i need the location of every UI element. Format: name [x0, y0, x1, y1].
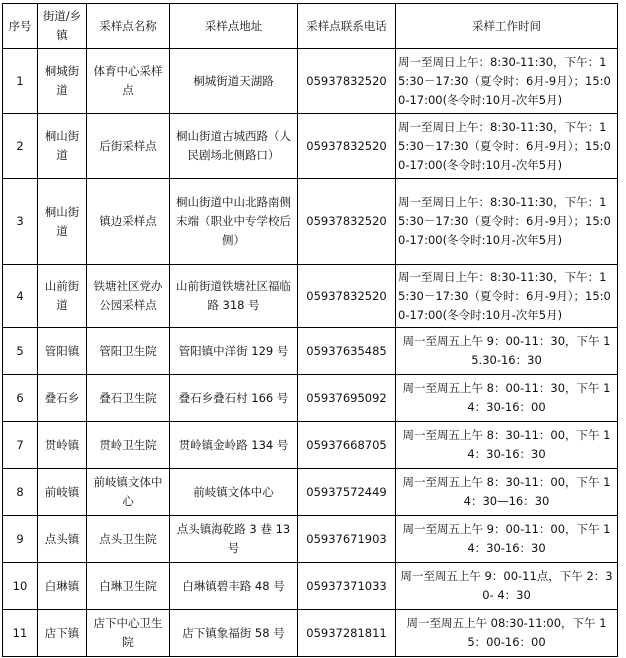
cell-hours: 周一至周五上午 9：00-11点，下午 2：30- 4：30	[396, 563, 618, 610]
table-row	[3, 422, 618, 469]
cell-hours: 周一至周五上午 8：00-11：30，下午 14：30-16：00	[396, 375, 618, 422]
cell-address: 白琳镇碧丰路 48 号	[170, 563, 298, 610]
cell-phone: 05937572449	[298, 469, 396, 516]
cell-name: 贯岭卫生院	[87, 422, 170, 469]
cell-street: 叠石乡	[38, 375, 87, 422]
cell-hours: 周一至周五上午 9：00-11：30，下午 15.30-16：30	[396, 328, 618, 375]
cell-name: 点头卫生院	[87, 516, 170, 563]
cell-street: 山前街道	[38, 265, 87, 328]
table-row	[3, 469, 618, 516]
cell-street: 桐山街道	[38, 179, 87, 265]
cell-street: 桐山街道	[38, 114, 87, 179]
cell-name: 店下中心卫生院	[87, 610, 170, 657]
cell-seq: 1	[3, 49, 38, 114]
cell-seq: 5	[3, 328, 38, 375]
cell-hours: 周一至周日上午：8:30-11:30，下午：15:30－17:30（夏令时：6月-9月）；15:00-17:00(冬令时:10月-次年5月)	[396, 49, 618, 114]
header-hours: 采样工作时间	[396, 4, 618, 49]
cell-name: 叠石卫生院	[87, 375, 170, 422]
cell-phone: 05937695092	[298, 375, 396, 422]
table-row	[3, 516, 618, 563]
cell-name: 体育中心采样点	[87, 49, 170, 114]
table-row	[3, 375, 618, 422]
cell-street: 管阳镇	[38, 328, 87, 375]
cell-phone: 05937832520	[298, 265, 396, 328]
cell-address: 叠石乡叠石村 166 号	[170, 375, 298, 422]
cell-address: 桐山街道古城西路（人民剧场北侧路口）	[170, 114, 298, 179]
cell-street: 点头镇	[38, 516, 87, 563]
cell-name: 前岐镇文体中心	[87, 469, 170, 516]
cell-address: 山前街道铁塘社区福临路 318 号	[170, 265, 298, 328]
cell-hours: 周一至周日上午：8:30-11:30，下午：15:30－17:30（夏令时：6月-9月）；15:00-17:00(冬令时:10月-次年5月)	[396, 179, 618, 265]
cell-address: 桐山街道中山北路南侧末端（职业中专学校后侧）	[170, 179, 298, 265]
cell-address: 贯岭镇金岭路 134 号	[170, 422, 298, 469]
cell-name: 管阳卫生院	[87, 328, 170, 375]
cell-seq: 3	[3, 179, 38, 265]
cell-phone: 05937832520	[298, 179, 396, 265]
cell-street: 前岐镇	[38, 469, 87, 516]
cell-seq: 7	[3, 422, 38, 469]
table-row	[3, 610, 618, 657]
cell-address: 店下镇象福街 58 号	[170, 610, 298, 657]
cell-name: 镇边采样点	[87, 179, 170, 265]
cell-phone: 05937281811	[298, 610, 396, 657]
header-seq: 序号	[3, 4, 38, 49]
cell-seq: 8	[3, 469, 38, 516]
cell-phone: 05937668705	[298, 422, 396, 469]
cell-street: 白琳镇	[38, 563, 87, 610]
table-row	[3, 328, 618, 375]
header-phone: 采样点联系电话	[298, 4, 396, 49]
cell-address: 点头镇海乾路 3 巷 13 号	[170, 516, 298, 563]
cell-seq: 10	[3, 563, 38, 610]
cell-hours: 周一至周五上午 8：30-11：00，下午 14：30—16：30	[396, 469, 618, 516]
cell-street: 贯岭镇	[38, 422, 87, 469]
header-name: 采样点名称	[87, 4, 170, 49]
cell-phone: 05937832520	[298, 114, 396, 179]
cell-seq: 9	[3, 516, 38, 563]
header-street: 街道/乡镇	[38, 4, 87, 49]
table-row	[3, 179, 618, 265]
cell-phone: 05937371033	[298, 563, 396, 610]
table-row	[3, 114, 618, 179]
table-header-row	[3, 4, 618, 49]
header-address: 采样点地址	[170, 4, 298, 49]
cell-phone: 05937635485	[298, 328, 396, 375]
table-row	[3, 265, 618, 328]
cell-hours: 周一至周五上午 9：00-11：00，下午 14：30-16：30	[396, 516, 618, 563]
cell-hours: 周一至周五上午 08:30-11:00，下午 15：00-16：00	[396, 610, 618, 657]
cell-street: 店下镇	[38, 610, 87, 657]
table-row	[3, 49, 618, 114]
table-row	[3, 563, 618, 610]
cell-name: 后街采样点	[87, 114, 170, 179]
cell-seq: 11	[3, 610, 38, 657]
cell-hours: 周一至周五上午 8：30-11：00，下午 14：30-16：30	[396, 422, 618, 469]
cell-address: 桐城街道天湖路	[170, 49, 298, 114]
cell-hours: 周一至周日上午：8:30-11:30，下午：15:30－17:30（夏令时：6月-9月）；15:00-17:00(冬令时:10月-次年5月)	[396, 265, 618, 328]
cell-phone: 05937671903	[298, 516, 396, 563]
cell-name: 铁塘社区党办公园采样点	[87, 265, 170, 328]
cell-address: 管阳镇中洋街 129 号	[170, 328, 298, 375]
cell-street: 桐城街道	[38, 49, 87, 114]
cell-seq: 4	[3, 265, 38, 328]
sampling-sites-sheet	[2, 3, 618, 657]
cell-name: 白琳卫生院	[87, 563, 170, 610]
cell-phone: 05937832520	[298, 49, 396, 114]
cell-seq: 6	[3, 375, 38, 422]
cell-address: 前岐镇文体中心	[170, 469, 298, 516]
sampling-sites-table	[2, 3, 618, 657]
cell-seq: 2	[3, 114, 38, 179]
cell-hours: 周一至周日上午：8:30-11:30，下午：15:30－17:30（夏令时：6月-9月）；15:00-17:00(冬令时:10月-次年5月)	[396, 114, 618, 179]
